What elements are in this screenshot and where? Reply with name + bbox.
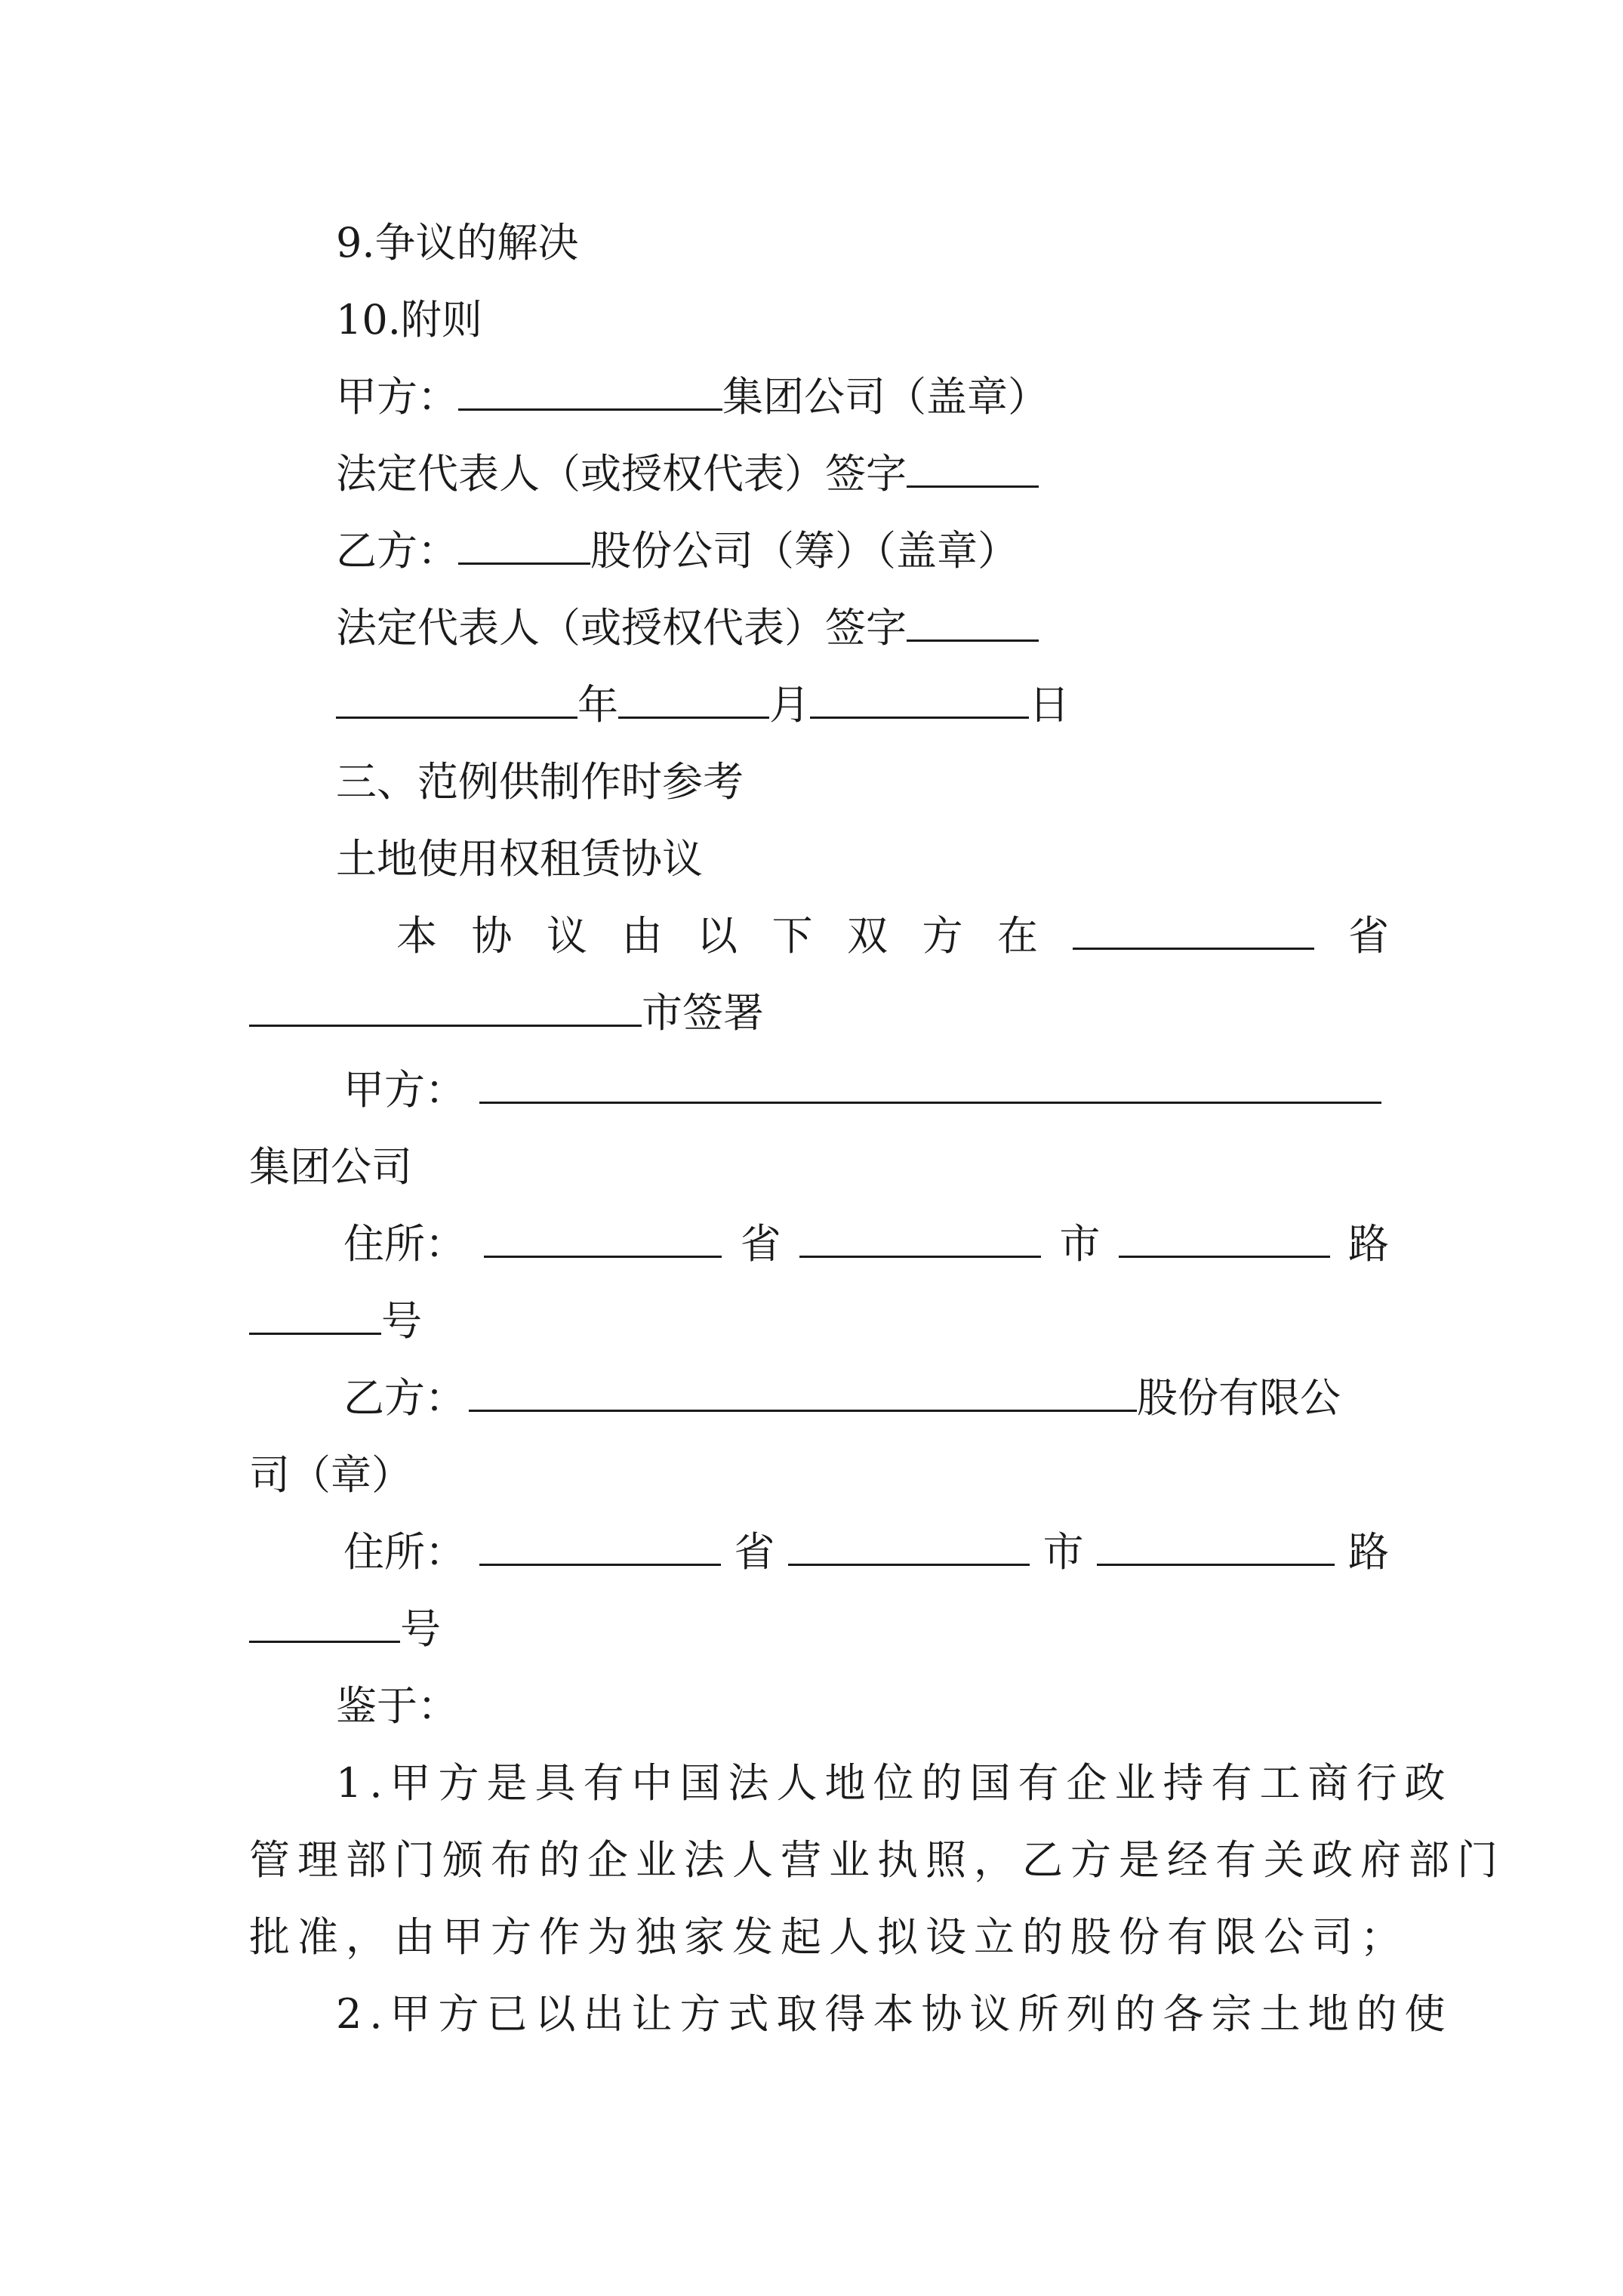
char: 在 bbox=[997, 912, 1038, 960]
road-label: 路 bbox=[1347, 1220, 1389, 1268]
char: 下 bbox=[771, 912, 813, 960]
party-a-representative-line bbox=[336, 435, 1476, 513]
blank-line bbox=[799, 1210, 1041, 1258]
address-label: 住所： bbox=[343, 1220, 466, 1268]
party-a-signature-line bbox=[336, 358, 1476, 436]
representative-signature-label: 法定代表人（或授权代表）签字 bbox=[336, 604, 907, 652]
party-b-address-line bbox=[343, 1513, 1389, 1592]
party-b-name-line bbox=[343, 1359, 1389, 1438]
agreement-title-text: 土地使用权租赁协议 bbox=[336, 835, 703, 883]
group-company-label: 集团公司 bbox=[249, 1143, 412, 1191]
road-label: 路 bbox=[1347, 1528, 1389, 1576]
section-heading bbox=[336, 743, 1476, 821]
blank-line bbox=[458, 363, 722, 411]
section-heading-text: 三、范例供制作时参考 bbox=[336, 758, 744, 806]
section-item-9 bbox=[336, 204, 1476, 282]
section-item-10-text: 10.附则 bbox=[336, 296, 482, 344]
blank-line bbox=[479, 1518, 721, 1566]
address-label: 住所： bbox=[343, 1528, 466, 1576]
blank-line bbox=[484, 1210, 722, 1258]
paragraph-text: 2.甲方已以出让方式取得本协议所列的各宗土地的使 bbox=[336, 1990, 1453, 2038]
party-a-name-line bbox=[343, 1051, 1389, 1130]
blank-line bbox=[1119, 1210, 1330, 1258]
blank-line bbox=[1073, 902, 1314, 950]
province-label: 省 bbox=[1348, 912, 1389, 960]
paragraph-line bbox=[249, 1821, 1505, 1900]
party-a-name-suffix bbox=[249, 1128, 1389, 1207]
year-label: 年 bbox=[577, 681, 618, 729]
party-b-label: 乙方： bbox=[343, 1374, 466, 1422]
joint-stock-company-label: 股份有限公 bbox=[1137, 1374, 1341, 1422]
blank-line bbox=[1097, 1518, 1335, 1566]
blank-line bbox=[249, 1595, 400, 1643]
number-label: 号 bbox=[381, 1297, 422, 1345]
party-b-signature-line bbox=[336, 512, 1476, 590]
signing-city-line bbox=[249, 974, 1389, 1052]
city-signed-label: 市签署 bbox=[642, 989, 764, 1037]
blank-line bbox=[788, 1518, 1030, 1566]
char: 协 bbox=[471, 912, 513, 960]
section-item-10 bbox=[336, 281, 1476, 359]
party-a-company-seal-label: 集团公司（盖章） bbox=[722, 373, 1049, 421]
party-a-label: 甲方： bbox=[336, 373, 458, 421]
party-a-address-number bbox=[249, 1282, 1389, 1361]
party-b-address-number bbox=[249, 1590, 1389, 1669]
whereas-text: 鉴于： bbox=[336, 1682, 458, 1730]
blank-line bbox=[469, 1364, 1137, 1412]
party-b-company-seal-label: 股份公司（筹）（盖章） bbox=[590, 527, 1018, 575]
paragraph-line bbox=[336, 1975, 1476, 2054]
party-b-label: 乙方： bbox=[336, 527, 458, 575]
blank-line bbox=[458, 517, 590, 565]
char: 方 bbox=[922, 912, 963, 960]
province-label: 省 bbox=[734, 1528, 775, 1576]
province-label: 省 bbox=[740, 1220, 781, 1268]
char: 本 bbox=[396, 912, 437, 960]
section-item-9-text: 9.争议的解决 bbox=[336, 219, 579, 267]
party-b-name-suffix bbox=[249, 1436, 1389, 1515]
paragraph-line bbox=[336, 1744, 1453, 1823]
paragraph-text: 批准，由甲方作为独家发起人拟设立的股份有限公司； bbox=[249, 1913, 1409, 1961]
party-b-representative-line bbox=[336, 589, 1476, 667]
city-label: 市 bbox=[1042, 1528, 1084, 1576]
whereas-heading bbox=[336, 1667, 1476, 1746]
char: 以 bbox=[697, 912, 738, 960]
month-label: 月 bbox=[769, 681, 810, 729]
city-label: 市 bbox=[1059, 1220, 1101, 1268]
paragraph-line bbox=[249, 1898, 1409, 1977]
date-line bbox=[336, 666, 1476, 744]
blank-line bbox=[907, 440, 1039, 488]
blank-line bbox=[336, 671, 577, 719]
signing-place-line bbox=[396, 897, 1389, 975]
char: 议 bbox=[547, 912, 587, 960]
blank-line bbox=[618, 671, 769, 719]
party-a-address-line bbox=[343, 1205, 1389, 1284]
char: 双 bbox=[847, 912, 888, 960]
blank-line bbox=[479, 1056, 1381, 1104]
paragraph-text: 1.甲方是具有中国法人地位的国有企业持有工商行政 bbox=[336, 1759, 1453, 1807]
paragraph-text: 管理部门颁布的企业法人营业执照，乙方是经有关政府部门 bbox=[249, 1836, 1505, 1884]
blank-line bbox=[810, 671, 1029, 719]
agreement-title bbox=[336, 820, 1476, 898]
char: 由 bbox=[621, 912, 663, 960]
number-label: 号 bbox=[400, 1605, 441, 1653]
blank-line bbox=[907, 594, 1039, 642]
company-seal-label: 司（章） bbox=[249, 1451, 412, 1499]
representative-signature-label: 法定代表人（或授权代表）签字 bbox=[336, 450, 907, 498]
blank-line bbox=[249, 979, 642, 1027]
party-a-label: 甲方： bbox=[343, 1066, 466, 1114]
day-label: 日 bbox=[1029, 681, 1070, 729]
blank-line bbox=[249, 1287, 381, 1335]
